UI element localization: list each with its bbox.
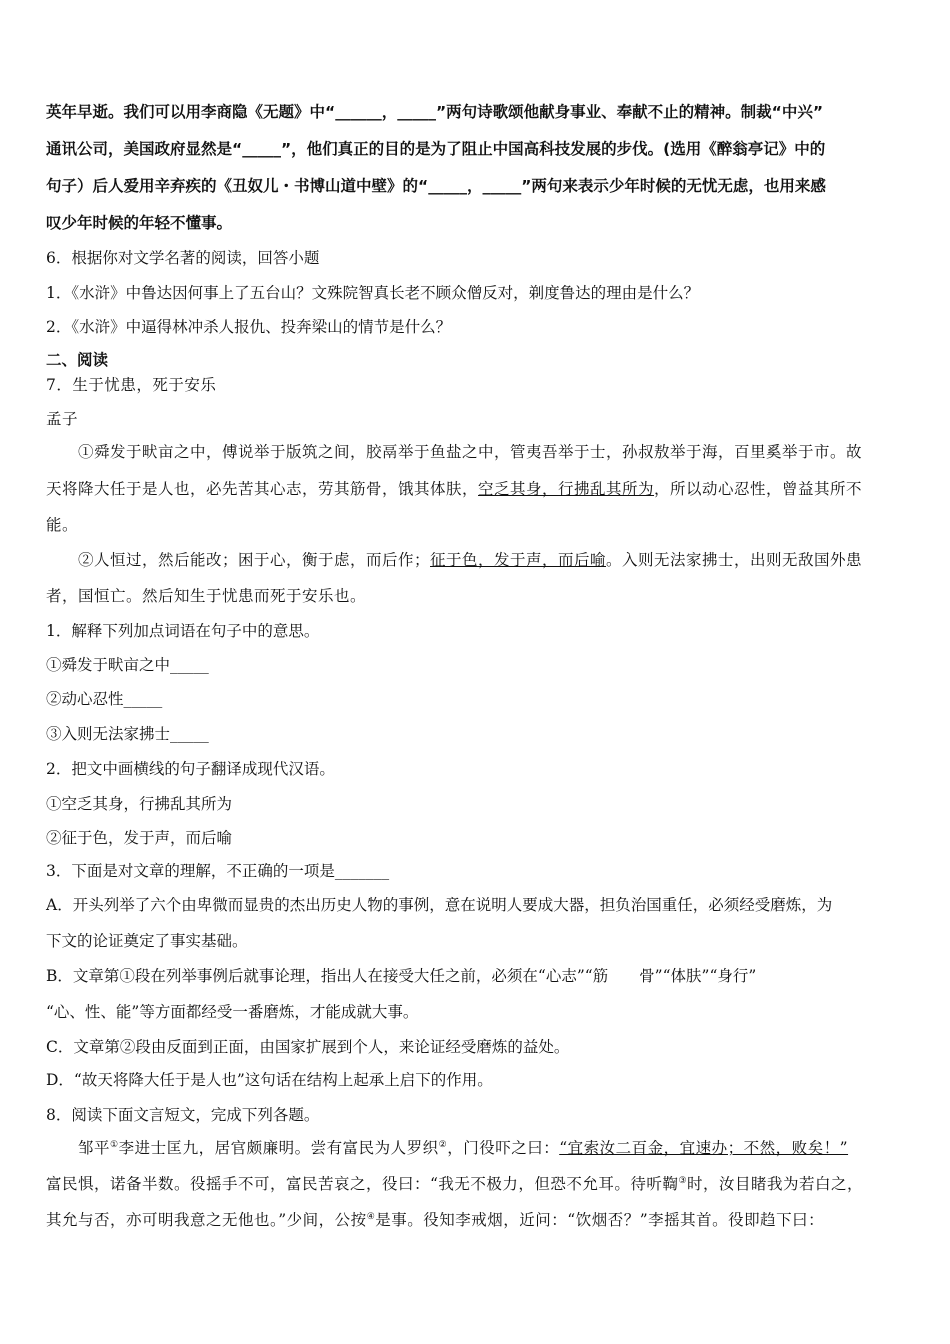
- underlined-quote: “宜索汝二百金，宜速办；不然，败矣！”: [559, 1139, 849, 1157]
- q8-line1: 邹平①李进士匡九，居官颇廉明。尝有富民为人罗织②，门役吓之曰：“宜索汝二百金，宜速办；不然，败矣！”: [78, 1139, 849, 1157]
- passage-line-1: 英年早逝。我们可以用李商隐《无题》中“______，_____”两句诗歌颂他献身事业、奉献不止的精神。制裁“中兴”: [46, 103, 824, 121]
- underlined-sentence-2: 征于色，发于声，而后喻: [430, 551, 607, 569]
- q6-sub1: 1．《水浒》中鲁达因何事上了五台山？文殊院智真长老不顾众僧反对，剃度鲁达的理由是什么？: [46, 284, 700, 302]
- option-b-line1: B．文章第①段在列举事例后就事论理，指出人在接受大任之前，必须在“心志”“筋 骨”“体肤”“身行”: [46, 967, 757, 985]
- q7-s1c: ③入则无法家拂士_____: [46, 725, 209, 743]
- passage-line-2: 通讯公司，美国政府显然是“_____”，他们真正的目的是为了阻止中国高科技发展的步伐。(选用《醉翁亭记》中的: [46, 140, 826, 158]
- passage-line-4: 叹少年时候的年轻不懂事。: [46, 214, 233, 232]
- q6-sub2: 2．《水浒》中逼得林冲杀人报仇、投奔梁山的情节是什么？: [46, 318, 452, 336]
- q7-s2b: ②征于色，发于声，而后喻: [46, 829, 233, 847]
- option-d: D．“故天将降大任于是人也”这句话在结构上起承上启下的作用。: [46, 1071, 493, 1089]
- passage-line-3: 句子）后人爱用辛弃疾的《丑奴儿・书博山道中壁》的“_____，_____”两句来表示少年时候的无忧无虑，也用来感: [46, 177, 826, 195]
- q7-author: 孟子: [46, 410, 79, 428]
- q6-title: 6．根据你对文学名著的阅读，回答小题: [46, 249, 320, 267]
- q7-s1b: ②动心忍性_____: [46, 690, 163, 708]
- q7-s1a: ①舜发于畎亩之中_____: [46, 656, 209, 674]
- q8-line2: 富民惧，诺备半数。役摇手不可，富民苦哀之，役曰：“我无不极力，但恐不允耳。待听鞫③时，汝目睹我为若白之，: [46, 1175, 864, 1193]
- option-b-line2: “心、性、能”等方面都经受一番磨炼，才能成就大事。: [46, 1003, 419, 1021]
- option-a-line1: A．开头列举了六个由卑微而显贵的杰出历史人物的事例，意在说明人要成大器，担负治国重任，必须经受磨炼，为: [46, 896, 833, 914]
- q7-s2a: ①空乏其身，行拂乱其所为: [46, 795, 233, 813]
- q7-para1-line2: 天将降大任于是人也，必先苦其心志，劳其筋骨，饿其体肤，空乏其身，行拂乱其所为，所以动心忍性，曾益其所不: [46, 480, 863, 498]
- option-a-line2: 下文的论证奠定了事实基础。: [46, 932, 248, 950]
- q7-para1-line3: 能。: [46, 516, 79, 534]
- q7-s1: 1．解释下列加点词语在句子中的意思。: [46, 622, 320, 640]
- q7-s3: 3．下面是对文章的理解，不正确的一项是_______: [46, 862, 390, 880]
- option-c: C．文章第②段由反面到正面，由国家扩展到个人，来论证经受磨炼的益处。: [46, 1038, 570, 1056]
- q7-para1-line1: ①舜发于畎亩之中，傅说举于版筑之间，胶鬲举于鱼盐之中，管夷吾举于士，孙叔敖举于海，百里奚举于市。故: [78, 443, 863, 461]
- q7-para2-line1: ②人恒过，然后能改；困于心，衡于虑，而后作；征于色，发于声，而后喻。入则无法家拂士，出则无敌国外患: [78, 551, 863, 569]
- underlined-sentence-1: 空乏其身，行拂乱其所为: [478, 480, 655, 498]
- q8-line3: 其允与否，亦可明我意之无他也。”少间，公按④是事。役知李戒烟，近问：“饮烟否？”李摇其首。役即趋下曰：: [46, 1211, 825, 1229]
- q8-title: 8．阅读下面文言短文，完成下列各题。: [46, 1106, 320, 1124]
- section-heading: 二、阅读: [46, 351, 109, 369]
- q7-s2: 2．把文中画横线的句子翻译成现代汉语。: [46, 760, 335, 778]
- q7-title: 7．生于忧患，死于安乐: [46, 376, 217, 394]
- q7-para2-line2: 者，国恒亡。然后知生于忧患而死于安乐也。: [46, 587, 367, 605]
